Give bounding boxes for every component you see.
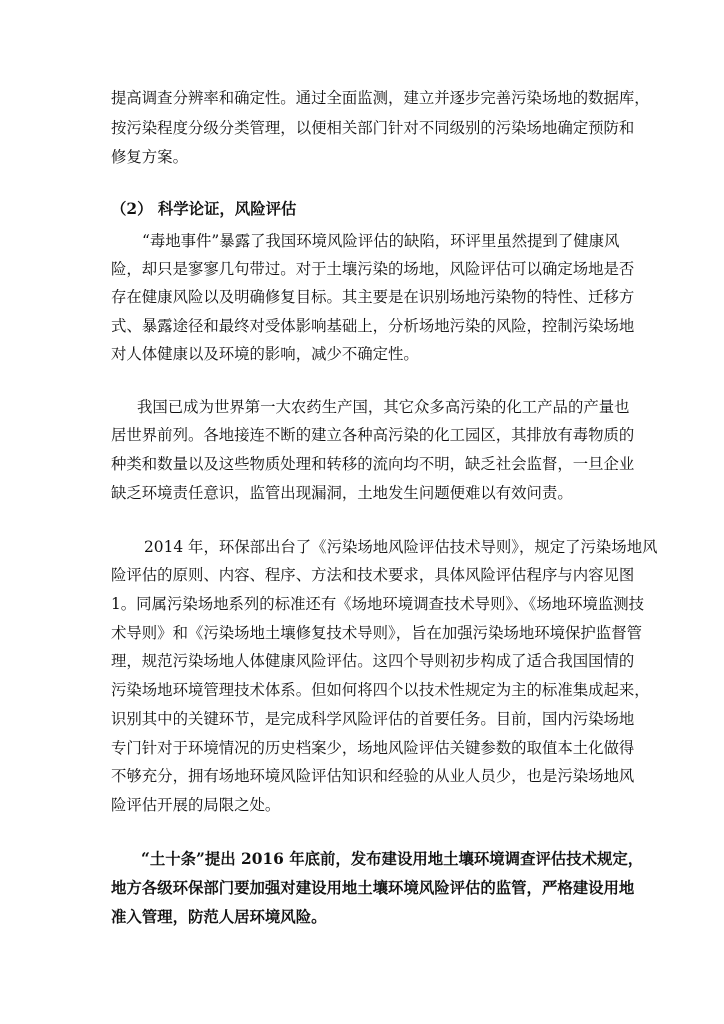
paragraph-line: 险评估的原则、内容、程序、方法和技术要求，具体风险评估程序与内容见图: [111, 566, 635, 584]
paragraph-line: 我国已成为世界第一大农药生产国，其它众多高污染的化工产品的产量也: [137, 398, 630, 416]
paragraph-line: 居世界前列。各地接连不断的建立各种高污染的化工园区，其排放有毒物质的: [111, 426, 635, 444]
paragraph-line: 1。同属污染场地系列的标准还有《场地环境调查技术导则》、《场地环境监测技: [111, 595, 645, 613]
paragraph-line: 2014 年，环保部出台了《污染场地风险评估技术导则》，规定了污染场地风: [144, 538, 658, 556]
paragraph-line: 缺乏环境责任意识，监管出现漏洞，土地发生问题便难以有效问责。: [111, 484, 573, 502]
bold-paragraph-line: 地方各级环保部门要加强对建设用地土壤环境风险评估的监管，严格建设用地: [111, 879, 635, 897]
paragraph-line: 专门针对于环境情况的历史档案少，场地风险评估关键参数的取值本土化做得: [111, 739, 635, 757]
paragraph-line: 修复方案。: [111, 148, 188, 166]
paragraph-line: 按污染程度分级分类管理，以便相关部门针对不同级别的污染场地确定预防和: [111, 119, 635, 137]
paragraph-line: 污染场地环境管理技术体系。但如何将四个以技术性规定为主的标准集成起来，: [111, 681, 650, 699]
paragraph-line: 不够充分，拥有场地环境风险评估知识和经验的从业人员少，也是污染场地风: [111, 767, 635, 785]
paragraph-line: 险，却只是寥寥几句带过。对于土壤污染的场地，风险评估可以确定场地是否: [111, 260, 635, 278]
paragraph-line: 识别其中的关键环节，是完成科学风险评估的首要任务。目前，国内污染场地: [111, 710, 635, 728]
paragraph-line: “毒地事件”暴露了我国环境风险评估的缺陷，环评里虽然提到了健康风: [142, 232, 620, 250]
bold-paragraph-line: 准入管理，防范人居环境风险。: [111, 908, 327, 926]
paragraph-line: 式、暴露途径和最终对受体影响基础上，分析场地污染的风险，控制污染场地: [111, 317, 635, 335]
paragraph-line: 对人体健康以及环境的影响，减少不确定性。: [111, 345, 419, 363]
section-heading: （2） 科学论证，风险评估: [111, 200, 297, 218]
paragraph-line: 理，规范污染场地人体健康风险评估。这四个导则初步构成了适合我国国情的: [111, 652, 635, 670]
paragraph-line: 种类和数量以及这些物质处理和转移的流向均不明，缺乏社会监督，一旦企业: [111, 455, 635, 473]
paragraph-line: 存在健康风险以及明确修复目标。其主要是在识别场地污染物的特性、迁移方: [111, 288, 635, 306]
paragraph-line: 险评估开展的局限之处。: [111, 796, 281, 814]
paragraph-line: 术导则》和《污染场地土壤修复技术导则》，旨在加强污染场地环境保护监督管: [111, 624, 642, 642]
paragraph-line: 提高调查分辨率和确定性。通过全面监测，建立并逐步完善污染场地的数据库，: [111, 89, 650, 107]
bold-paragraph-line: “土十条”提出 2016 年底前，发布建设用地土壤环境调查评估技术规定，: [141, 850, 644, 868]
